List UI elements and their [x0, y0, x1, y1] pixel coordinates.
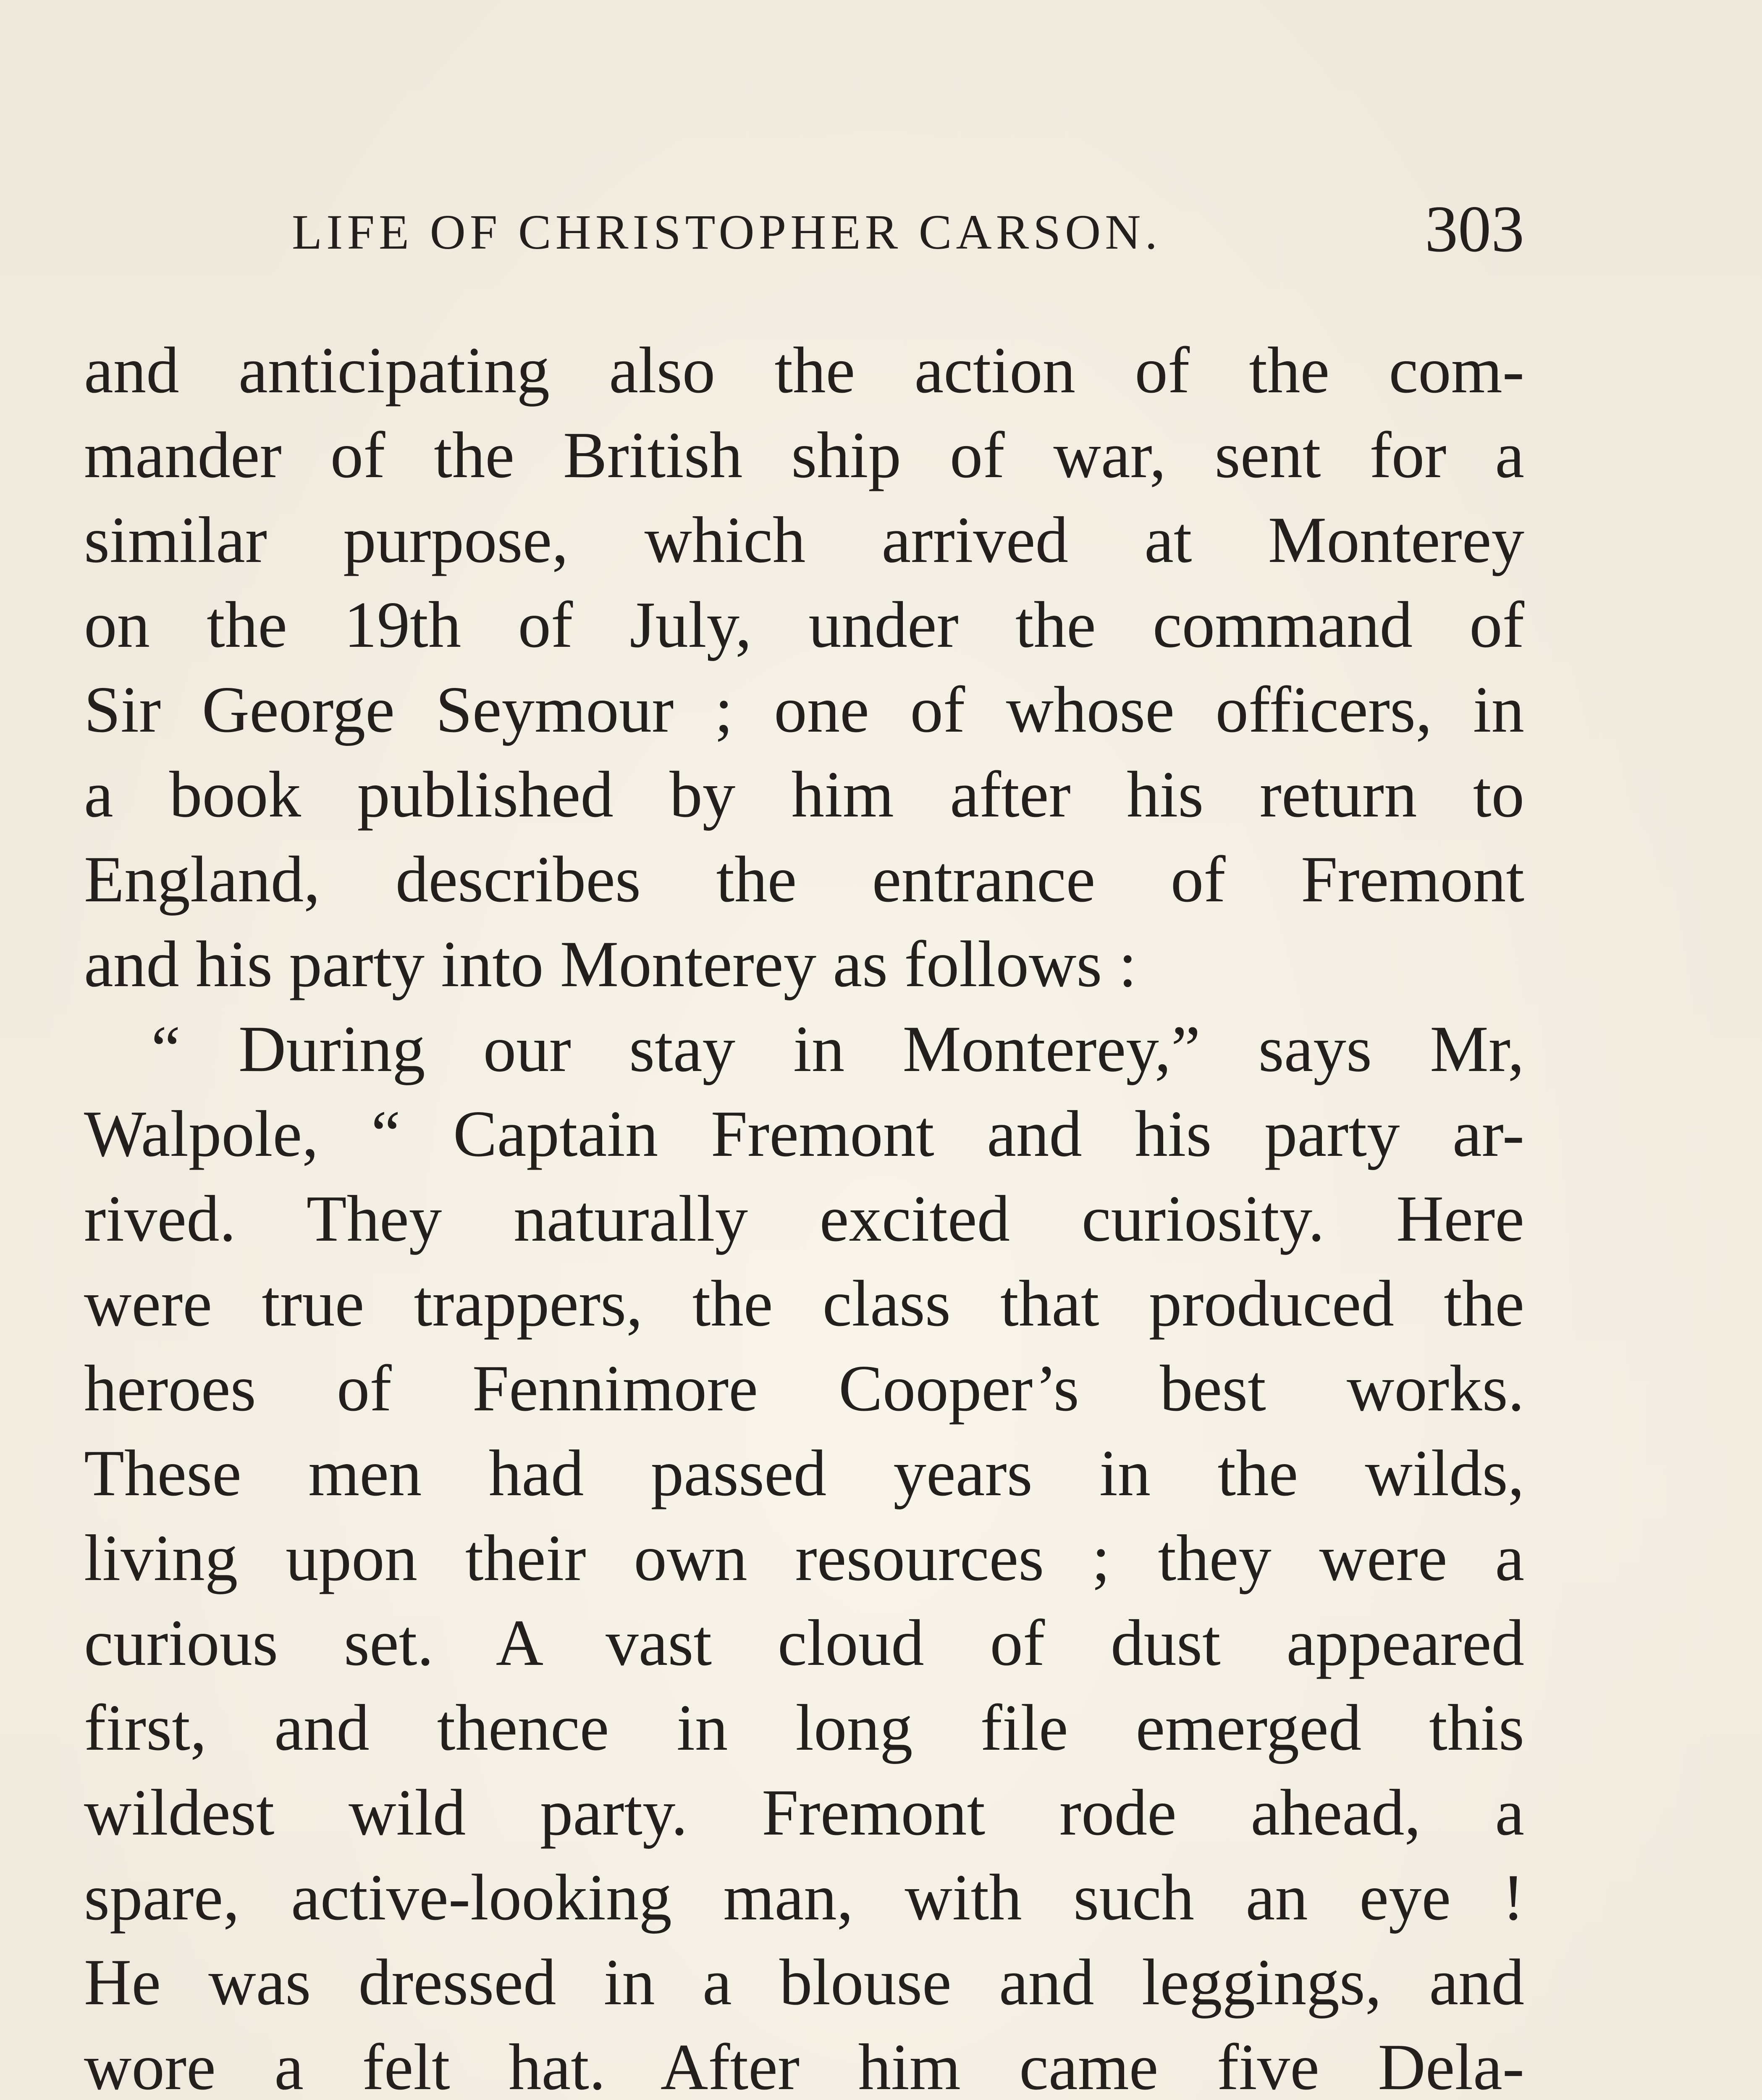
page-number: 303 [1425, 192, 1524, 266]
text-line: first, and thence in long file emerged this [84, 1691, 1524, 1764]
text-line: “ During our stay in Monterey,” says Mr, [151, 1012, 1524, 1085]
text-line: were true trappers, the class that produced the [84, 1267, 1524, 1340]
text-line: Walpole, “ Captain Fremont and his party ar- [84, 1097, 1524, 1170]
text-line: wore a felt hat. After him came five Dela- [84, 2030, 1524, 2100]
text-line: wildest wild party. Fremont rode ahead, a [84, 1776, 1524, 1849]
text-line: rived. They naturally excited curiosity. Here [84, 1182, 1524, 1255]
text-line: mander of the British ship of war, sent for a [84, 418, 1524, 491]
text-line: similar purpose, which arrived at Monterey [84, 503, 1524, 576]
text-line: and anticipating also the action of the com- [84, 333, 1524, 407]
text-line: curious set. A vast cloud of dust appeared [84, 1606, 1524, 1679]
text-line: and his party into Monterey as follows : [84, 927, 1137, 1000]
text-line: spare, active-looking man, with such an eye ! [84, 1861, 1524, 1934]
text-line: These men had passed years in the wilds, [84, 1436, 1524, 1509]
text-line: Sir George Seymour ; one of whose officers, in [84, 673, 1524, 746]
text-line: living upon their own resources ; they were a [84, 1521, 1524, 1594]
text-line: England, describes the entrance of Fremont [84, 843, 1524, 916]
text-line: heroes of Fennimore Cooper’s best works. [84, 1352, 1524, 1425]
running-title: LIFE OF CHRISTOPHER CARSON. [292, 205, 1162, 260]
body-text [84, 328, 1524, 2100]
running-head [84, 191, 1524, 271]
text-line: He was dressed in a blouse and leggings, and [84, 1945, 1524, 2019]
text-line: on the 19th of July, under the command of [84, 588, 1524, 661]
text-line: a book published by him after his return to [84, 758, 1524, 831]
